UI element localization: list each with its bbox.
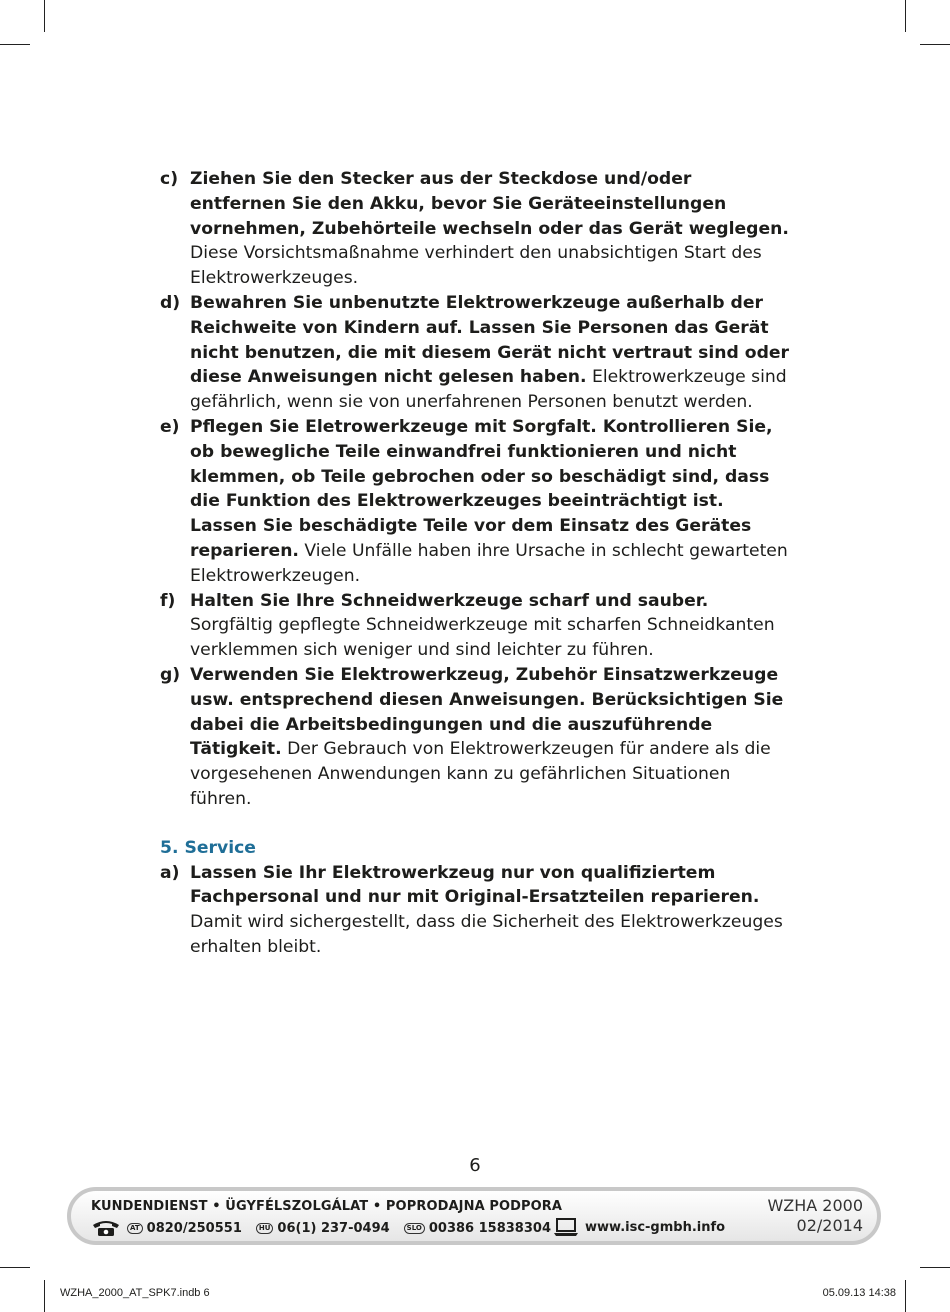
crop-mark	[44, 1280, 45, 1312]
phone-number: 0820/250551	[146, 1220, 242, 1236]
crop-mark	[44, 0, 45, 32]
list-item	[160, 167, 790, 291]
item-text	[190, 167, 790, 291]
item-label: c)	[160, 169, 179, 189]
crop-mark	[0, 44, 30, 45]
model-date: 02/2014	[796, 1216, 863, 1235]
list-item	[160, 415, 790, 589]
print-slug-file: WZHA_2000_AT_SPK7.indb 6	[60, 1287, 210, 1299]
page-number: 6	[469, 1155, 481, 1176]
list-item	[160, 291, 790, 415]
website-link[interactable]: www.isc-gmbh.info	[585, 1219, 726, 1235]
item-bold-text: Pflegen Sie Eletrowerkzeuge mit Sorgfalt. Kontrollieren Sie, ob bewegliche Teile einwandfrei funktionieren und nicht klemmen, ob Teile gebrochen oder so beschädigt sind, dass die Funktion des Elektrowerkzeuges beeinträchtigt ist. Lassen Sie beschädigte Teile vor dem Einsatz des Gerätes reparieren.	[190, 416, 773, 561]
item-normal-text: Viele Unfälle haben ihre Ursache in schlecht gewarteten Elektrowerkzeugen.	[190, 540, 788, 586]
crop-mark	[920, 1267, 950, 1268]
crop-mark	[905, 1280, 906, 1312]
crop-mark	[0, 1267, 30, 1268]
crop-mark	[905, 0, 906, 32]
footer-phones	[91, 1219, 565, 1237]
model-name: WZHA 2000	[767, 1196, 863, 1215]
item-normal-text: Der Gebrauch von Elektrowerkzeugen für andere als die vorgesehenen Anwendungen kann zu gefährlichen Situationen führen.	[190, 739, 771, 809]
country-badge: AT	[127, 1223, 143, 1234]
item-text	[190, 663, 790, 812]
phone-number: 06(1) 237-0494	[277, 1220, 390, 1236]
crop-mark	[920, 44, 950, 45]
item-label: e)	[160, 416, 180, 437]
footer-website	[553, 1217, 725, 1237]
safety-instructions	[160, 167, 790, 960]
item-label: a)	[160, 862, 180, 883]
item-text	[190, 415, 790, 589]
list-item	[160, 861, 790, 960]
service-footer	[67, 1187, 881, 1245]
item-text	[190, 861, 790, 960]
item-text	[190, 589, 790, 663]
footer-title: KUNDENDIENST • ÜGYFÉLSZOLGÁLAT • POPRODAJNA PODPORA	[91, 1199, 563, 1214]
item-label: f)	[160, 590, 176, 611]
section-heading: 5. Service	[160, 837, 256, 858]
phone-number: 00386 15838304	[428, 1220, 551, 1236]
list-item	[160, 663, 790, 812]
item-normal-text: Sorgfältig gepflegte Schneidwerkzeuge mit scharfen Schneidkanten verklemmen sich weniger und sind leichter zu führen.	[190, 615, 775, 661]
item-bold-text: Bewahren Sie unbenutzte Elektrowerkzeuge außerhalb der Reichweite von Kindern auf. Lassen Sie Personen das Gerät nicht benutzen, die mit diesem Gerät nicht vertraut sind oder diese Anweisungen nicht gelesen haben.	[190, 292, 790, 388]
list-item	[160, 589, 790, 663]
item-label: g)	[160, 664, 181, 685]
item-text	[190, 291, 790, 415]
item-bold-text: Verwenden Sie Elektrowerkzeug, Zubehör Einsatzwerkzeuge usw. entsprechend diesen Anweisungen. Berücksichtigen Sie dabei die Arbeitsbedingungen und die auszuführende Tätigkeit.	[190, 664, 784, 760]
country-badge: SLO	[404, 1223, 425, 1234]
item-label: d)	[160, 292, 181, 313]
phone-icon	[91, 1219, 121, 1237]
item-normal-text: Damit wird sichergestellt, dass die Sicherheit des Elektrowerkzeuges erhalten bleibt.	[190, 912, 783, 957]
item-normal-text: Diese Vorsichtsmaßnahme verhindert den unabsichtigen Start des Elektrowerkzeuges.	[190, 243, 762, 289]
item-bold-text: Halten Sie Ihre Schneidwerkzeuge scharf und sauber.	[190, 590, 709, 611]
print-slug-datetime: 05.09.13 14:38	[822, 1287, 896, 1299]
item-bold-text: Lassen Sie Ihr Elektrowerkzeug nur von qualifiziertem Fachpersonal und nur mit Original-Ersatzteilen reparieren.	[190, 862, 760, 908]
item-normal-text: Elektrowerkzeuge sind gefährlich, wenn sie von unerfahrenen Personen benutzt werden.	[190, 367, 787, 413]
item-bold-text: Ziehen Sie den Stecker aus der Steckdose und/oder entfernen Sie den Akku, bevor Sie Geräteeinstellungen vornehmen, Zubehörteile wechseln oder das Gerät weglegen.	[190, 169, 789, 239]
model-info	[767, 1196, 863, 1236]
laptop-icon	[553, 1217, 579, 1237]
country-badge: HU	[256, 1223, 274, 1234]
